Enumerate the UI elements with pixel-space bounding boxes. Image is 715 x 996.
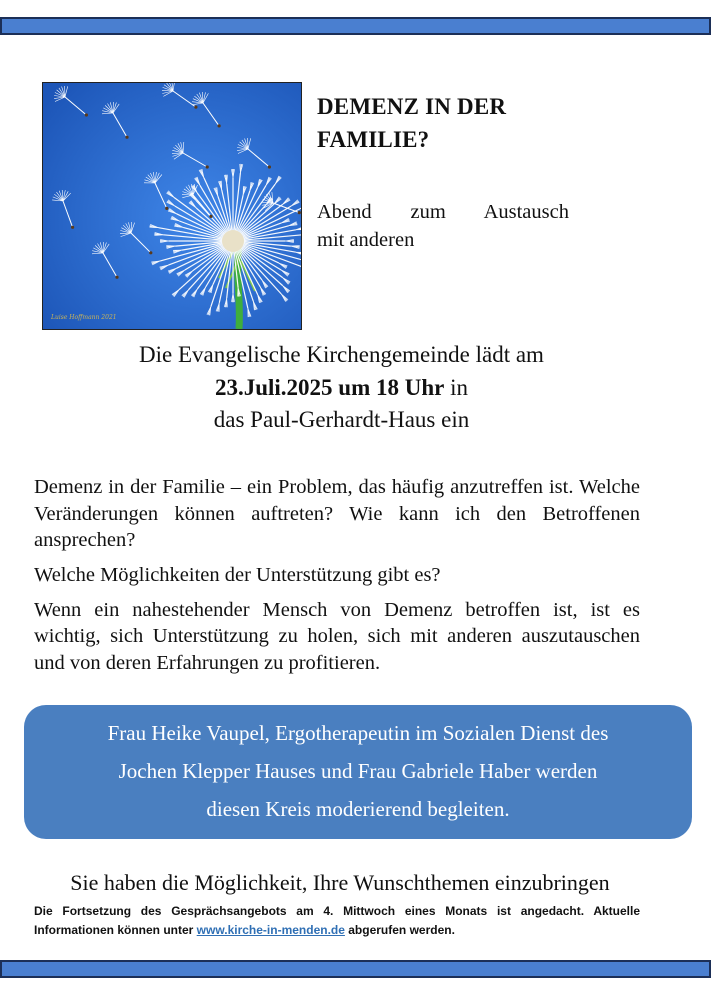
footnote (34, 902, 640, 939)
subtitle-line-2: mit anderen (317, 229, 415, 252)
painting-signature: Luise Hoffmann 2021 (51, 314, 117, 321)
dandelion-painting (42, 82, 302, 330)
info-line-1: Frau Heike Vaupel, Ergotherapeutin im Sozialen Dienst des (107, 721, 609, 745)
invitation-date-time: 23.Juli.2025 um 18 Uhr (214, 374, 445, 400)
top-border-bar (0, 17, 711, 35)
invitation-line-2-suffix: in (444, 374, 469, 400)
info-line-2: Jochen Klepper Hauses und Frau Gabriele Haber werden (118, 758, 598, 783)
subtitle-line-1: Abend zum Austausch (317, 201, 569, 223)
bottom-border-bar (0, 960, 711, 978)
invitation-line-1: Die Evangelische Kirchengemeinde lädt am (139, 342, 544, 367)
website-link[interactable]: www.kirche-in-menden.de (196, 922, 345, 937)
invitation-line-3: das Paul-Gerhardt-Haus ein (213, 407, 470, 433)
poster-subtitle (317, 198, 569, 254)
footnote-text-after: abgerufen werden. (344, 922, 455, 937)
invitation-line-2 (0, 372, 683, 405)
wish-topics-line: Sie haben die Möglichkeit, Ihre Wunschthemen einzubringen (70, 870, 610, 895)
poster-title: DEMENZ IN DER FAMILIE? (317, 94, 507, 153)
body-paragraph-3: Wenn ein nahestehender Mensch von Demenz betroffen ist, ist es wichtig, sich Unterstützung zu holen, sich mit anderen auszutauschen und von deren Erfahrungen zu profitieren. (34, 598, 640, 674)
body-paragraph-2: Welche Möglichkeiten der Unterstützung gibt es? (34, 563, 441, 586)
footnote-text-before: Die Fortsetzung des Gesprächsangebots am 4. Mittwoch eines Monats ist angedacht. Aktuelle Informationen können unter (34, 904, 640, 937)
moderator-info-box (24, 705, 692, 839)
body-paragraph-1: Demenz in der Familie – ein Problem, das häufig anzutreffen ist. Welche Veränderungen können auftreten? Wie kann ich den Betroffenen ansprechen? (34, 476, 640, 552)
body-text (34, 474, 640, 684)
info-line-3: diesen Kreis moderierend begleiten. (206, 796, 510, 821)
invitation-block (0, 339, 683, 437)
